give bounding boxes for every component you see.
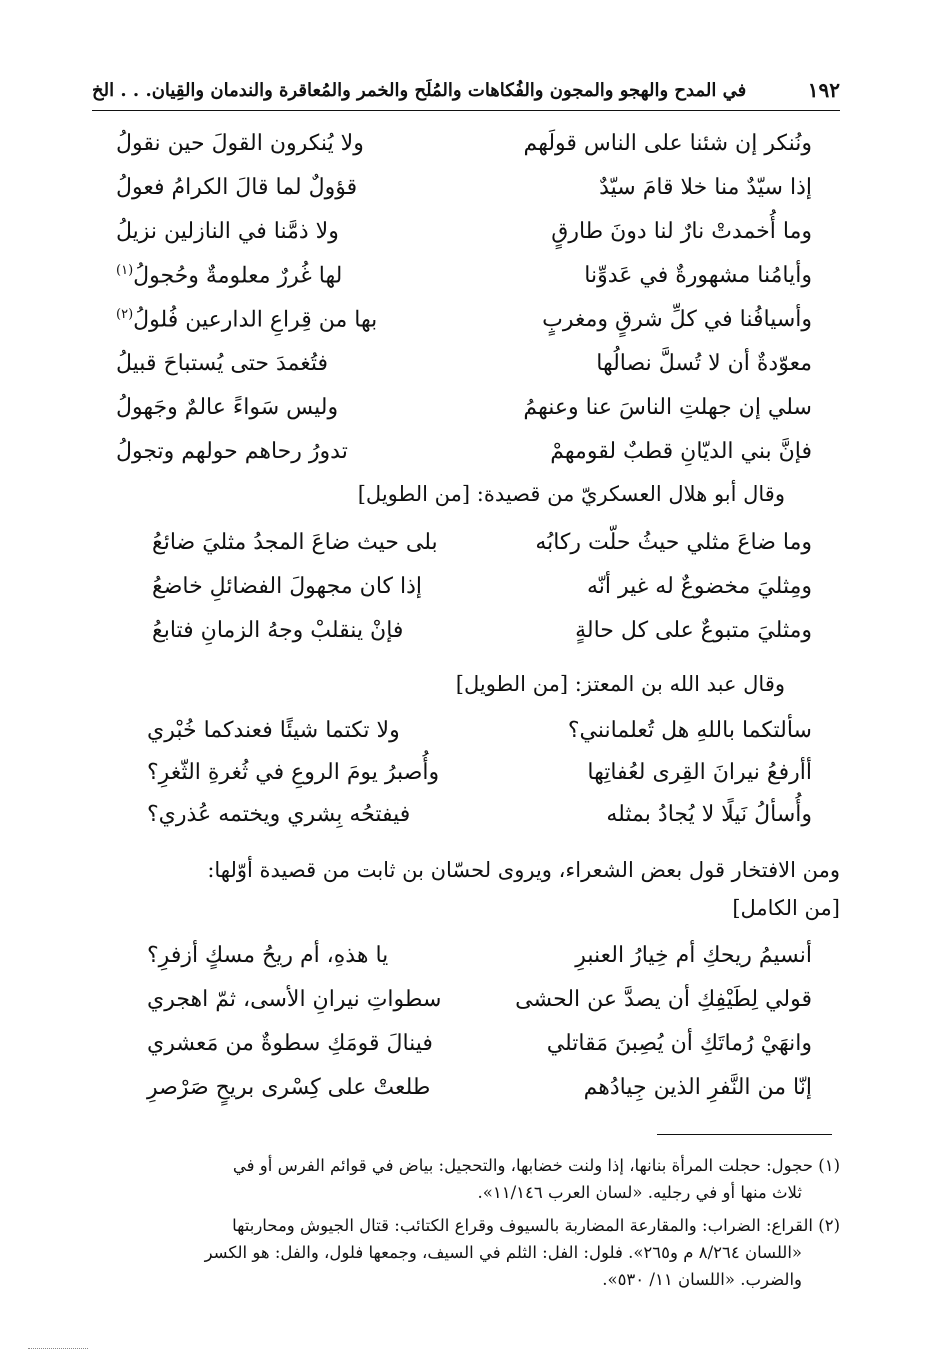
verse bbox=[92, 439, 840, 483]
second-hemistich bbox=[116, 307, 377, 351]
first-hemistich: ومثليَ متبوعٌ على كل حالةٍ bbox=[575, 618, 812, 643]
verse bbox=[92, 530, 840, 574]
first-hemistich: وأُسألُ نَيلًا لا يُجادُ بمثله bbox=[606, 802, 812, 827]
second-hemistich: فيفتحُه بِشري ويختمه عُذري؟ bbox=[147, 802, 411, 827]
first-hemistich: وما ضاعَ مثلي حيثُ حلّت ركابُه bbox=[535, 530, 812, 555]
verse bbox=[92, 760, 840, 802]
footnote-line: ثلاث منها أو في رجليه. «لسان العرب ١١/١٤٦». bbox=[477, 1183, 802, 1202]
running-title: في المدح والهجو والمجون والفُكاهات والمُلَح والخمر والمُعاقرة والندمان والقِيان. . . الخ bbox=[92, 79, 747, 101]
second-hemistich: وليس سَواءً عالمٌ وجَهولُ bbox=[116, 395, 339, 420]
footnote-2 bbox=[92, 1212, 840, 1293]
verse bbox=[92, 718, 840, 760]
second-hemistich: ولا تكتما شيئًا فعندكما خُبْري bbox=[147, 718, 400, 743]
first-hemistich: وما أُخمدتْ نارٌ لنا دونَ طارقٍ bbox=[551, 219, 812, 244]
footnote-line: والضرب. «اللسان ١١/ ٥٣٠». bbox=[602, 1270, 802, 1289]
verse bbox=[92, 1031, 840, 1075]
second-hemistich: ولا يُنكرون القولَ حين نقولُ bbox=[116, 131, 364, 156]
scan-artifact bbox=[28, 1348, 88, 1352]
verse bbox=[92, 618, 840, 662]
verse bbox=[92, 219, 840, 263]
second-hemistich: فإنْ ينقلبْ وجهُ الزمانِ فتابعُ bbox=[152, 618, 404, 643]
first-hemistich: قولي لِطَيْفِكِ أن يصدَّ عن الحشى bbox=[515, 987, 812, 1012]
second-hemistich: بلى حيث ضاعَ المجدُ مثليَ ضائعُ bbox=[152, 530, 438, 555]
second-hemistich: فينالَ قومَكِ سطوةٌ من مَعشري bbox=[147, 1031, 433, 1056]
poem-2 bbox=[92, 530, 840, 662]
poem-2-intro: وقال أبو هلال العسكريّ من قصيدة: [من الطويل] bbox=[357, 482, 785, 506]
first-hemistich: إنّا من النَّفرِ الذين جِيادُهم bbox=[583, 1075, 812, 1100]
hemistich-text: بها من قِراعِ الدارعين فُلولُ bbox=[133, 307, 378, 333]
second-hemistich: فتُغمدَ حتى يُستباحَ قبيلُ bbox=[116, 351, 328, 376]
footnote-line: «اللسان ٨/٢٦٤ م و٢٦٥». فلول: الفل: الثلم في السيف، وجمعها فلول، والفل: هو الكسر bbox=[204, 1243, 802, 1262]
verse bbox=[92, 307, 840, 351]
verse bbox=[92, 175, 840, 219]
first-hemistich: أأرفعُ نيرانَ القِرى لعُفاتِها bbox=[587, 760, 812, 785]
first-hemistich: ونُنكر إن شئنا على الناس قولَهم bbox=[523, 131, 812, 156]
footnote-1 bbox=[92, 1152, 840, 1206]
second-hemistich bbox=[116, 263, 342, 307]
first-hemistich: وأيامُنا مشهورةٌ في عَدوِّنا bbox=[584, 263, 812, 288]
first-hemistich: سألتكما باللهِ هل تُعلمانني؟ bbox=[567, 718, 812, 743]
running-header bbox=[92, 70, 840, 111]
verse bbox=[92, 987, 840, 1031]
second-hemistich: طلعتْ على كِسْرى بريحٍ صَرْصرِ bbox=[147, 1075, 431, 1100]
first-hemistich: فإنَّ بني الديّانِ قطبٌ لقومهمْ bbox=[550, 439, 812, 464]
poem-3-intro: وقال عبد الله بن المعتز: [من الطويل] bbox=[455, 672, 785, 696]
page-number: ١٩٢ bbox=[807, 78, 840, 102]
footnote-line: (٢) القراع: الضراب: والمقارعة المضاربة بالسيوف وقراع الكتائب: قتال الجيوش ومحاربتها bbox=[232, 1216, 840, 1235]
second-hemistich: وأُصبرُ يومَ الروعِ في ثُغرةِ الثّغرِ؟ bbox=[147, 760, 440, 785]
verse bbox=[92, 574, 840, 618]
second-hemistich: ولا ذمَّنا في النازلين نزيلُ bbox=[116, 219, 339, 244]
poem-3 bbox=[92, 718, 840, 844]
first-hemistich: ومِثليَ مخضوعٌ له غير أنّه bbox=[586, 574, 812, 599]
second-hemistich: يا هذهِ، أم ريحُ مسكٍ أزفرِ؟ bbox=[147, 943, 389, 968]
first-hemistich: وأسيافُنا في كلِّ شرقٍ ومغربٍ bbox=[542, 307, 812, 332]
second-hemistich: سطواتِ نيرانِ الأسى، ثمّ اهجري bbox=[147, 987, 442, 1012]
verse bbox=[92, 943, 840, 987]
verse bbox=[92, 1075, 840, 1119]
first-hemistich: سلي إن جهلتِ الناسَ عنا وعنهمُ bbox=[523, 395, 812, 420]
hemistich-text: لها غُررٌ معلومةٌ وحُجولُ bbox=[133, 263, 343, 289]
second-hemistich: قؤولٌ لما قالَ الكرامُ فعولُ bbox=[116, 175, 358, 200]
verse bbox=[92, 351, 840, 395]
poem-1 bbox=[92, 131, 840, 483]
first-hemistich: وانهَيْ رُماتَكِ أن يُصِبنَ مَقاتلي bbox=[546, 1031, 812, 1056]
verse bbox=[92, 395, 840, 439]
second-hemistich: إذا كان مجهولَ الفضائلِ خاضعُ bbox=[152, 574, 423, 599]
first-hemistich: إذا سيّدٌ منا خلا قامَ سيّدٌ bbox=[599, 175, 812, 200]
first-hemistich: أنسيمُ ريحكِ أم خِيارُ العنبرِ bbox=[575, 943, 812, 968]
verse bbox=[92, 802, 840, 844]
footnote-separator bbox=[657, 1134, 832, 1135]
footnote-marker: (١) bbox=[116, 263, 134, 278]
footnote-line: (١) حجول: حجلت المرأة بنانها، إذا ولنت خضابها، والتحجيل: بياض في قوائم الفرس أو في bbox=[232, 1156, 840, 1175]
poem-4-intro-line: ومن الافتخار قول بعض الشعراء، ويروى لحسّان بن ثابت من قصيدة أوّلها: bbox=[207, 858, 840, 882]
verse bbox=[92, 131, 840, 175]
poem-4 bbox=[92, 943, 840, 1119]
poem-4-meter: [من الكامل] bbox=[732, 896, 840, 920]
first-hemistich: معوّدةٌ أن لا تُسلَّ نصالُها bbox=[596, 351, 812, 376]
verse bbox=[92, 263, 840, 307]
footnote-marker: (٢) bbox=[116, 307, 134, 322]
second-hemistich: تدورُ رحاهم حولهم وتجولُ bbox=[116, 439, 348, 464]
